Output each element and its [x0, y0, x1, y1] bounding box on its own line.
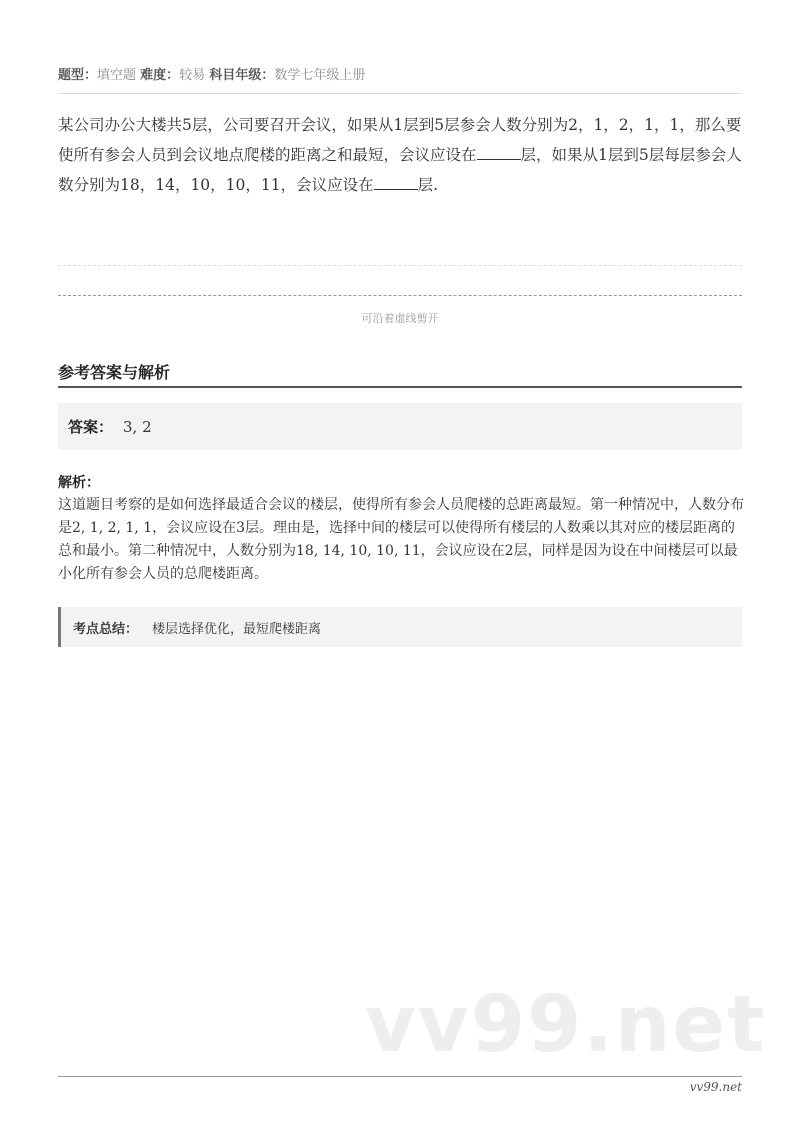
question-part: 某公司办公大楼共5层，公司要召开会议，如果从1层到5层参会人数分别为2，1，2，1，1，那么要使所有参会人员到会议地点爬楼的距离之和最短，会议应设在	[58, 116, 742, 164]
subject-value: 数学七年级上册	[274, 68, 366, 83]
difficulty-label: 难度：	[140, 68, 180, 83]
answer-label: 答案：	[68, 418, 114, 436]
summary-label: 考点总结：	[73, 621, 139, 637]
cut-line	[58, 295, 742, 296]
question-text	[58, 110, 744, 200]
summary-box	[58, 607, 742, 647]
footer-site: vv99.net	[689, 1080, 742, 1094]
watermark: vv99.net	[365, 980, 767, 1070]
analysis-text: 这道题目考察的是如何选择最适合会议的楼层，使得所有参会人员爬楼的总距离最短。第一种情况中，人数分布是2, 1, 2, 1, 1，会议应设在3层。理由是，选择中间的楼层可以使得所有楼层的人数乘以其对应的楼层距离的总和最小。第二种情况中，人数分别为18, 14, 10, 10, 11，会议应设在2层，同样是因为设在中间楼层可以最小化所有参会人员的总爬楼距离。	[58, 497, 744, 582]
answer-blank	[374, 173, 418, 190]
question-part: 层，如果从1层到5层每层参会人数分别为18，14，10，10，11，会议应设在	[58, 146, 742, 194]
type-label: 题型：	[58, 68, 98, 83]
answer-box	[58, 403, 742, 450]
analysis-label: 解析：	[58, 475, 100, 491]
difficulty-value: 较易	[179, 68, 206, 83]
subject-label: 科目年级：	[209, 68, 275, 83]
question-part: 层.	[417, 176, 439, 194]
cut-hint: 可沿着虚线剪开	[361, 312, 439, 325]
summary-value: 楼层选择优化，最短爬楼距离	[152, 621, 322, 637]
answer-value: 3, 2	[123, 417, 152, 436]
divider	[58, 93, 742, 94]
dashed-line	[58, 265, 742, 266]
answer-blank	[477, 143, 521, 160]
footer-rule	[58, 1076, 742, 1077]
section-heading: 参考答案与解析	[58, 363, 171, 382]
question-meta	[58, 64, 365, 83]
heading-rule	[58, 386, 742, 388]
type-value: 填空题	[97, 68, 137, 83]
